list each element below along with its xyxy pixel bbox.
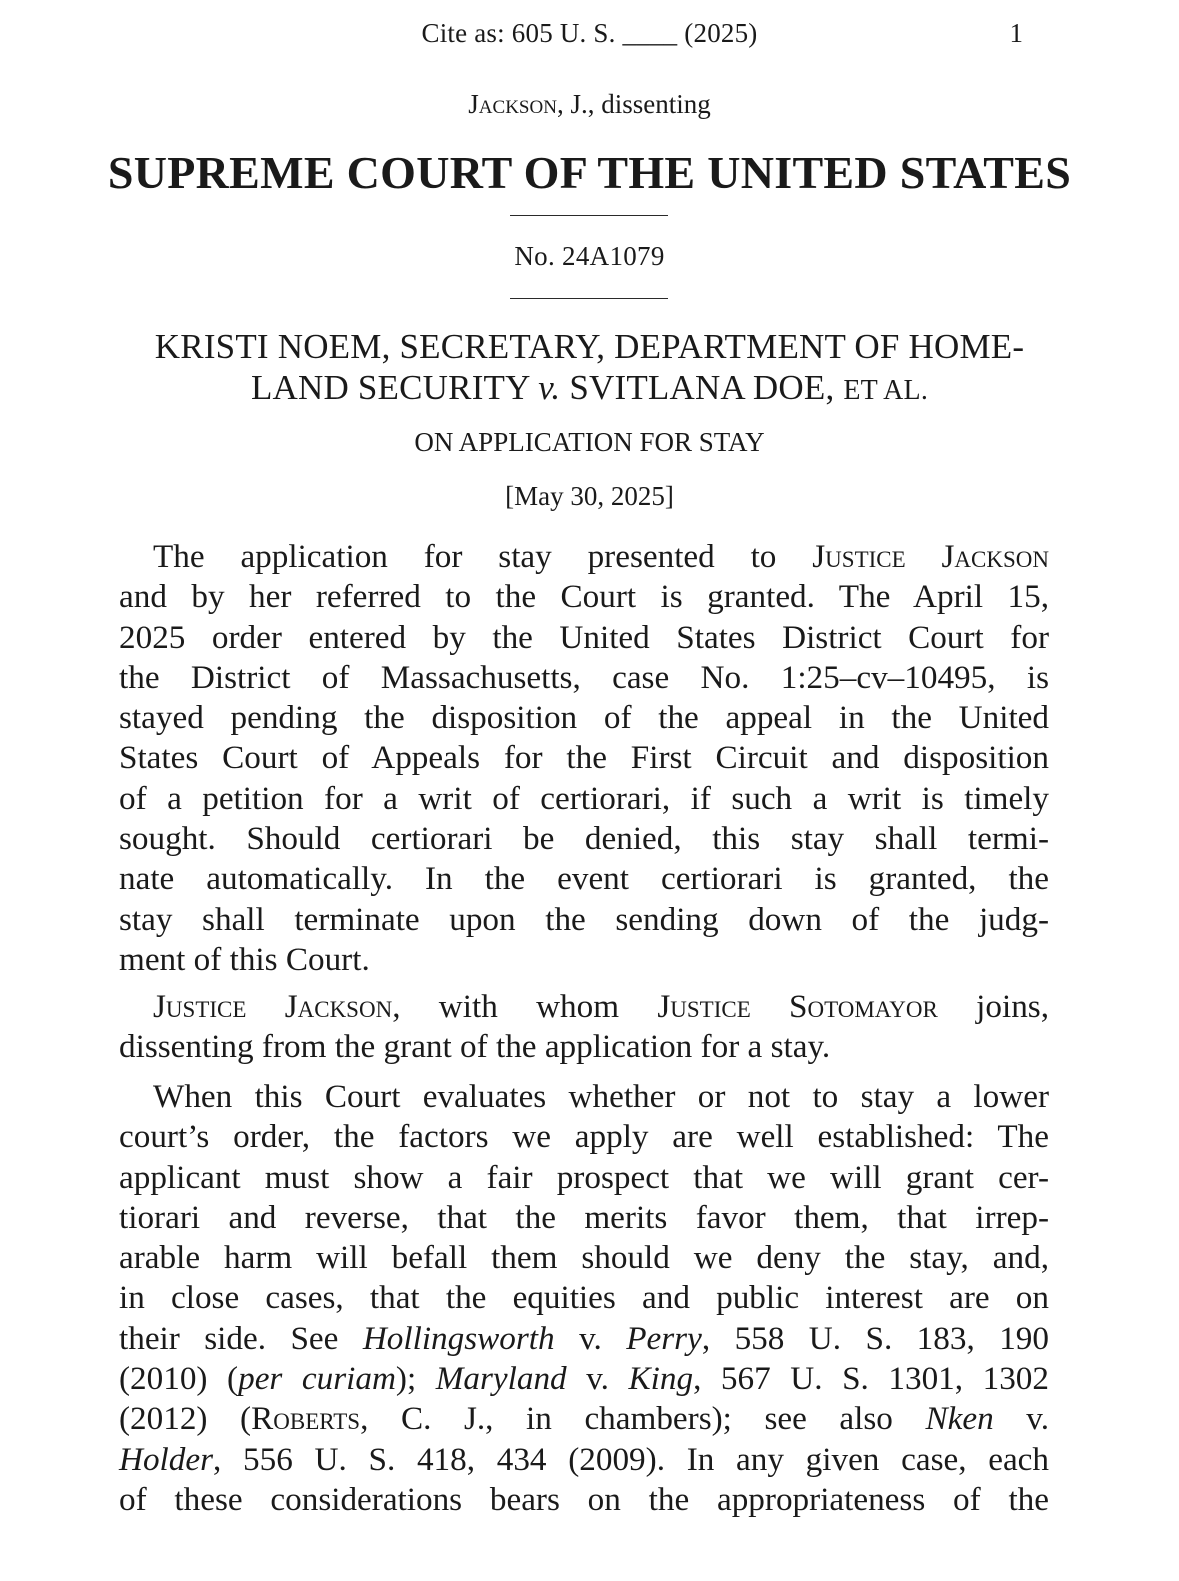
caption-line-2 [100, 367, 1079, 411]
text-line: stayed pending the disposition of the appeal in the United [119, 699, 1049, 737]
text-line [119, 1319, 1049, 1359]
text-line: applicant must show a fair prospect that we will grant cer- [119, 1158, 1049, 1196]
divider-rule-top [510, 215, 668, 216]
text-line: dissenting from the grant of the application for a stay. [119, 1028, 831, 1066]
case-name: Perry [626, 1319, 702, 1357]
case-name: King [628, 1360, 694, 1398]
text-line [119, 1359, 1049, 1399]
text-line: of a petition for a writ of certiorari, if such a writ is timely [119, 779, 1049, 817]
text-line [119, 987, 1049, 1027]
line-text: v. [993, 1400, 1049, 1438]
latin-phrase: per curiam [238, 1360, 396, 1398]
justice-name: Justice Jackson [153, 988, 393, 1025]
line-text: , C. J., in chambers); see also [360, 1400, 926, 1438]
line-text: ); [395, 1360, 436, 1398]
line-text: (2010) ( [119, 1360, 239, 1398]
text-line: nate automatically. In the event certiorari is granted, the [119, 860, 1049, 898]
text-line: When this Court evaluates whether or not to stay a lower [153, 1078, 1049, 1115]
case-name: Nken [925, 1400, 994, 1438]
justice-name: Justice Jackson [812, 538, 1049, 575]
case-name: Maryland [435, 1360, 567, 1398]
caption-text: LAND SECURITY [250, 368, 539, 407]
case-name: Hollingsworth [362, 1319, 555, 1357]
divider-rule-bottom [510, 298, 668, 299]
text-line: of these considerations bears on the appropriateness of the [119, 1480, 1049, 1518]
page-number: 1 [1009, 18, 1023, 48]
line-text: , 558 U. S. 183, 190 [701, 1319, 1049, 1357]
decision-date: [May 30, 2025] [505, 481, 674, 511]
text-line: tiorari and reverse, that the merits favor them, that irrep- [119, 1198, 1049, 1236]
on-application-heading: ON APPLICATION FOR STAY [414, 427, 765, 457]
line-text: , with whom [392, 988, 658, 1025]
author-name: Jackson [468, 89, 557, 119]
case-caption [100, 326, 1079, 411]
author-role: , J., dissenting [556, 89, 711, 119]
line-text: v. [554, 1319, 627, 1357]
line-text: , 556 U. S. 418, 434 (2009). In any given case, each [213, 1440, 1049, 1478]
line-text: , 567 U. S. 1301, 1302 [693, 1360, 1049, 1398]
line-text: v. [566, 1360, 629, 1398]
justice-name: Roberts [251, 1400, 361, 1438]
caption-line-1: KRISTI NOEM, SECRETARY, DEPARTMENT OF HOME- [154, 327, 1025, 366]
text-line: and by her referred to the Court is granted. The April 15, [119, 578, 1049, 616]
line-text: joins, [937, 988, 1050, 1025]
line-text: their side. See [119, 1319, 363, 1357]
text-line [119, 537, 1049, 577]
justice-name: Justice Sotomayor [657, 988, 938, 1025]
opinion-author-line [0, 89, 1179, 120]
caption-text: SVITLANA DOE, [560, 368, 844, 407]
text-line: in close cases, that the equities and public interest are on [119, 1279, 1049, 1317]
text-line: States Court of Appeals for the First Circuit and disposition [119, 739, 1049, 777]
order-paragraph [119, 537, 1049, 980]
text-line: the District of Massachusetts, case No. 1:25–cv–10495, is [119, 658, 1049, 696]
dissent-intro-paragraph [119, 987, 1049, 1068]
text-line: 2025 order entered by the United States District Court for [119, 618, 1049, 656]
court-title: SUPREME COURT OF THE UNITED STATES [107, 147, 1072, 198]
line-text: The application for stay presented to [153, 538, 813, 575]
text-line: ment of this Court. [119, 940, 370, 978]
text-line: stay shall terminate upon the sending down of the judg- [119, 900, 1049, 938]
caption-versus: v. [538, 368, 561, 407]
text-line [119, 1399, 1049, 1439]
text-line: sought. Should certiorari be denied, this stay shall termi- [119, 820, 1049, 858]
text-line: court’s order, the factors we apply are well established: The [119, 1118, 1049, 1156]
line-text: (2012) ( [119, 1400, 252, 1438]
case-name: Holder [119, 1440, 214, 1478]
docket-number: No. 24A1079 [514, 241, 665, 271]
dissent-body-paragraph [119, 1077, 1049, 1520]
running-head-citation: Cite as: 605 U. S. ____ (2025) [421, 18, 758, 48]
caption-et-al: ET AL. [843, 375, 929, 406]
text-line [119, 1440, 1049, 1480]
text-line: arable harm will befall them should we deny the stay, and, [119, 1239, 1049, 1277]
